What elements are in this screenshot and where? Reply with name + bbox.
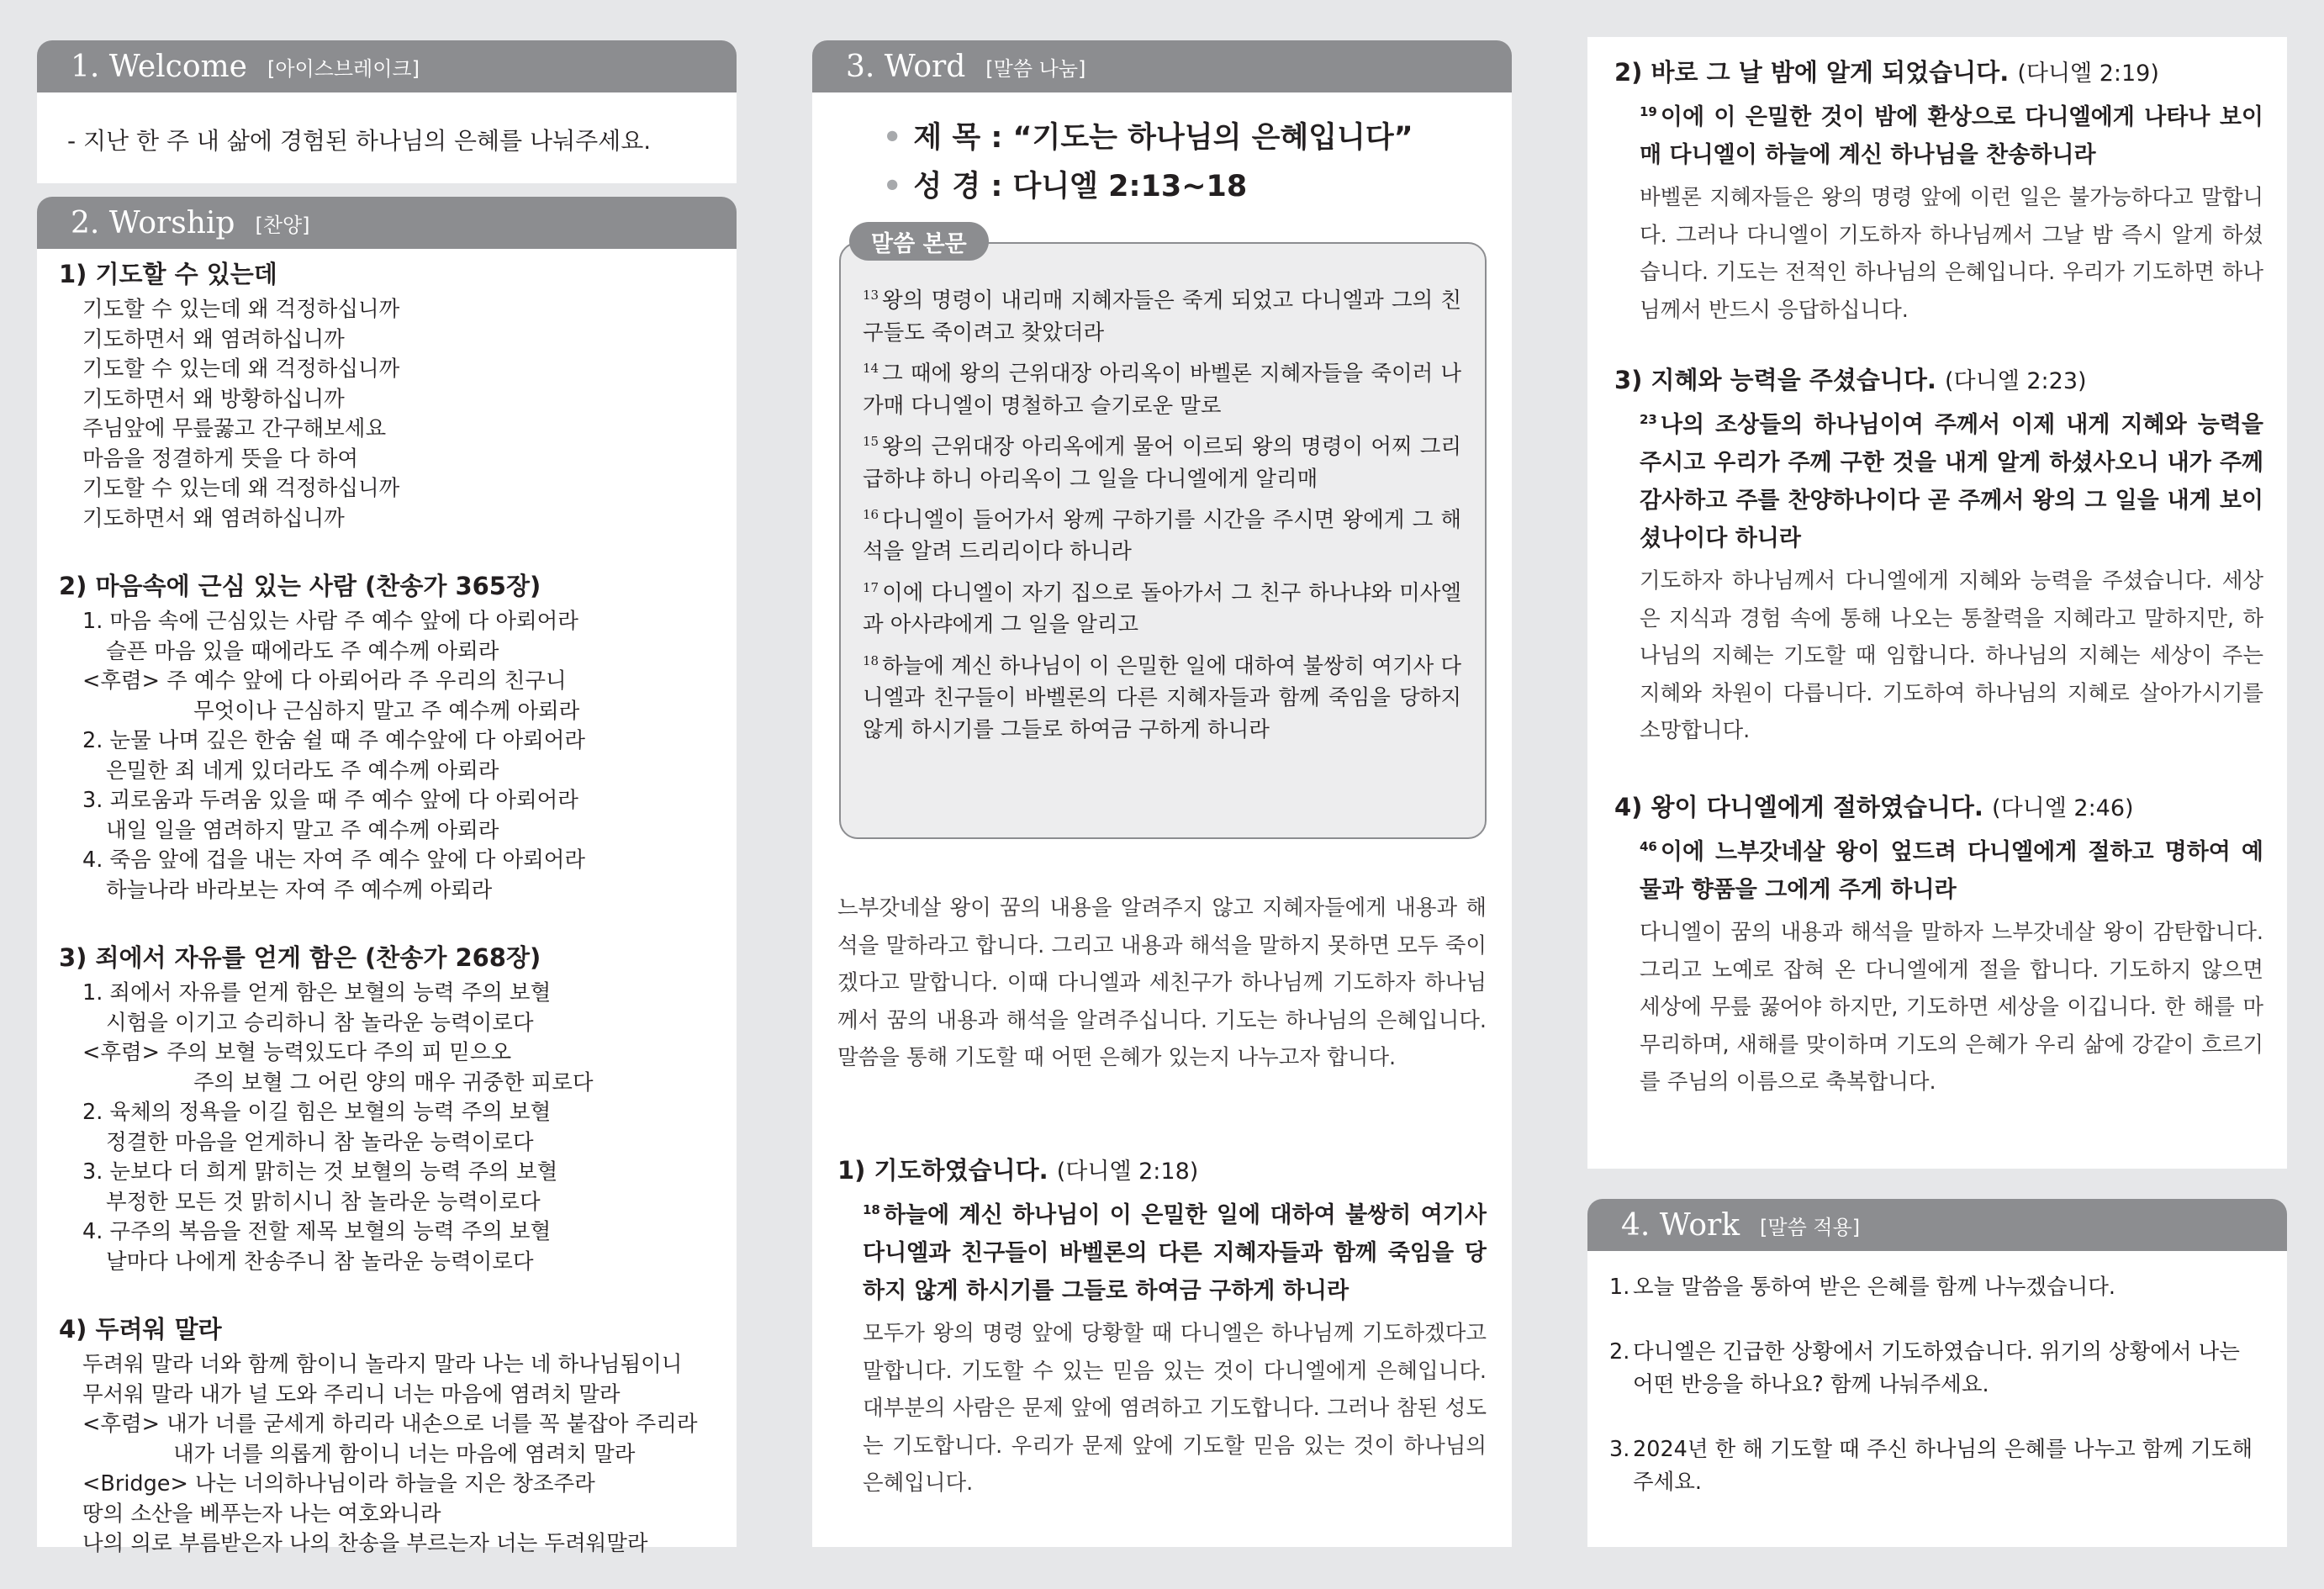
- bullet-icon: •: [883, 170, 902, 203]
- scripture-verse: [863, 645, 1461, 747]
- lyric-line: 기도하면서 왜 방황하십니까: [82, 386, 345, 412]
- point-verse: [1614, 93, 2263, 174]
- verse-number: 15: [863, 433, 879, 449]
- song-title: 1) 기도할 수 있는데: [59, 260, 277, 288]
- lyric-line: 기도하면서 왜 염려하십니까: [82, 505, 345, 531]
- song-title: 4) 두려워 말라: [59, 1315, 222, 1344]
- lyric-line: <후렴> 내가 너를 굳세게 하리라 내손으로 너를 꼭 붙잡아 주리라: [82, 1412, 698, 1437]
- verse-text: 왕의 명령이 내리매 지혜자들은 죽게 되었고 다니엘과 그의 친구들도 죽이려고 찾았더라: [863, 288, 1461, 346]
- song-list: [59, 256, 732, 1589]
- song-block: [59, 1311, 732, 1560]
- work-item-number: 3.: [1609, 1437, 1630, 1462]
- work-tab: [1587, 1199, 2287, 1251]
- lyric-line: 정결한 마음을 얻게하니 참 놀라운 능력이로다: [106, 1129, 534, 1155]
- lyric-line: 기도할 수 있는데 왜 걱정하십니까: [82, 297, 400, 322]
- verse-text: 하늘에 계신 하나님이 이 은밀한 일에 대하여 불쌍히 여기사 다니엘과 친구들이 바벨론의 다른 지혜자들과 함께 죽임을 당하지 않게 하시기를 그들로 하여금 구하게 하니라: [863, 653, 1461, 743]
- point-heading: [1614, 789, 2263, 823]
- lyric-line: <Bridge> 나는 너의하나님이라 하늘을 지은 창조주라: [82, 1471, 595, 1497]
- lyric-line: 부정한 모든 것 맑히시니 참 놀라운 능력이로다: [106, 1189, 541, 1215]
- work-item: [1609, 1433, 2265, 1499]
- lyric-line: 내일 일을 염려하지 말고 주 예수께 아뢰라: [106, 817, 499, 843]
- lyric-line: 나의 의로 부름받은자 나의 찬송을 부르는자 너는 두려워말라: [82, 1531, 648, 1556]
- scripture-verse: [863, 425, 1461, 495]
- lyric-line: 주의 보혈 그 어린 양의 매우 귀중한 피로다: [193, 1069, 594, 1095]
- point-body: 다니엘이 꿈의 내용과 해석을 말하자 느부갓네살 왕이 감탄합니다. 그리고 노예로 잡혀 온 다니엘에게 절을 합니다. 기도하지 않으면 세상에 무릎 꿇어야 하지만, 기도하면 세상을 이깁니다. 한 해를 마무리하며, 새해를 맞이하며 기도의 은혜가 우리 삶에 강같이 흐르기를 주님의 이름으로 축복합니다.: [1640, 920, 2263, 1095]
- verse-text: 나의 조상들의 하나님이여 주께서 이제 내게 지혜와 능력을 주시고 우리가 주께 구한 것을 내게 알게 하셨사오니 내가 주께 감사하고 주를 찬양하나이다 곧 주께서 왕의 그 일을 내게 보이셨나이다 하니라: [1640, 412, 2263, 552]
- point-reference: (다니엘 2:18): [1056, 1159, 1199, 1185]
- song-block: [59, 568, 732, 905]
- work-item: [1609, 1336, 2265, 1402]
- sermon-intro: 느부갓네살 왕이 꿈의 내용을 알려주지 않고 지혜자들에게 내용과 해석을 말하라고 합니다. 그리고 내용과 해석을 말하지 못하면 모두 죽이겠다고 말합니다. 이때 다니엘과 세친구가 하나님께 기도하자 하나님께서 꿈의 내용과 해석을 알려주십니다. 기도는 하나님의 은혜입니다. 말씀을 통해 기도할 때 어떤 은혜가 있는지 나누고자 합니다.: [837, 895, 1487, 1071]
- lyric-line: 하늘나라 바라보는 자여 주 예수께 아뢰라: [106, 877, 493, 903]
- verse-number: 18: [863, 1202, 880, 1217]
- lyric-line: 날마다 나에게 찬송주니 참 놀라운 능력이로다: [106, 1248, 534, 1275]
- lyric-line: 은밀한 죄 네게 있더라도 주 예수께 아뢰라: [106, 758, 499, 784]
- verse-number: 18: [863, 652, 879, 668]
- verse-number: 23: [1640, 412, 1657, 427]
- point-body: 기도하자 하나님께서 다니엘에게 지혜와 능력을 주셨습니다. 세상은 지식과 경험 속에 통해 나오는 통찰력을 지혜라고 말하지만, 하나님의 지혜는 기도할 때 임합니다. 하나님의 지혜는 세상이 주는 지혜와 차원이 다릅니다. 기도하여 하나님의 지혜로 살아가시기를 소망합니다.: [1640, 568, 2263, 744]
- lyric-line: 기도할 수 있는데 왜 걱정하십니까: [82, 356, 400, 382]
- point-heading-text: 2) 바로 그 날 밤에 알게 되었습니다.: [1614, 58, 2010, 87]
- point-reference: (다니엘 2:23): [1945, 368, 2087, 394]
- section-title: 3. Word: [846, 49, 966, 84]
- welcome-tab: [37, 40, 737, 92]
- lyric-line: 3. 눈보다 더 희게 맑히는 것 보혈의 능력 주의 보혈: [82, 1159, 558, 1185]
- verse-text: 왕의 근위대장 아리옥에게 물어 이르되 왕의 명령이 어찌 그리 급하냐 하니 아리옥이 그 일을 다니엘에게 알리매: [863, 434, 1461, 492]
- song-title: 3) 죄에서 자유를 얻게 함은 (찬송가 268장): [59, 943, 541, 972]
- work-list: [1609, 1271, 2265, 1531]
- point-heading-text: 4) 왕이 다니엘에게 절하였습니다.: [1614, 793, 1983, 821]
- lyric-line: 4. 죽음 앞에 겁을 내는 자여 주 예수 앞에 다 아뢰어라: [82, 847, 586, 873]
- lyric-line: <후렴> 주의 보혈 능력있도다 주의 피 믿으오: [82, 1040, 512, 1065]
- lyric-line: 무서워 말라 내가 널 도와 주리니 너는 마음에 염려치 말라: [82, 1381, 621, 1407]
- point-body: 바벨론 지혜자들은 왕의 명령 앞에 이런 일은 불가능하다고 말합니다. 그러나 다니엘이 기도하자 하나님께서 그날 밤 즉시 알게 하셨습니다. 기도는 전적인 하나님의 은혜입니다. 우리가 기도하면 하나님께서 반드시 응답하십니다.: [1640, 185, 2263, 323]
- sermon-scripture: [883, 163, 1247, 205]
- lyric-line: 시험을 이기고 승리하니 참 놀라운 능력이로다: [106, 1010, 534, 1036]
- work-item-text: 2024년 한 해 기도할 때 주신 하나님의 은혜를 나누고 함께 기도해주세요.: [1633, 1437, 2253, 1495]
- verse-number: 19: [1640, 104, 1657, 119]
- lyric-line: 두려워 말라 너와 함께 함이니 놀라지 말라 나는 네 하나님됨이니: [82, 1352, 683, 1377]
- point-body: 모두가 왕의 명령 앞에 당황할 때 다니엘은 하나님께 기도하겠다고 말합니다. 기도할 수 있는 믿음 있는 것이 다니엘에게 은혜입니다. 대부분의 사람은 문제 앞에 염려하고 기도합니다. 그러나 참된 성도는 기도합니다. 우리가 문제 앞에 기도할 믿음 있는 것이 하나님의 은혜입니다.: [863, 1321, 1487, 1497]
- lyric-line: 슬픈 마음 있을 때에라도 주 예수께 아뢰라: [106, 638, 499, 664]
- scripture-verse: [863, 499, 1461, 568]
- verse-text: 이에 느부갓네살 왕이 엎드려 다니엘에게 절하고 명하여 예물과 향품을 그에게 주게 하니라: [1640, 839, 2263, 903]
- welcome-text: - 지난 한 주 내 삶에 경험된 하나님의 은혜를 나눠주세요.: [67, 127, 652, 155]
- scripture-box: [839, 242, 1487, 839]
- verse-number: 13: [863, 288, 879, 303]
- point-heading: [1614, 54, 2263, 88]
- work-item-number: 2.: [1609, 1339, 1630, 1365]
- verse-number: 17: [863, 579, 879, 595]
- section-subtitle: [말씀 나눔]: [985, 56, 1086, 81]
- sermon-point: [1614, 789, 2263, 1101]
- point-verse: [1614, 828, 2263, 909]
- work-item-text: 다니엘은 긴급한 상황에서 기도하였습니다. 위기의 상황에서 나는 어떤 반응을 하나요? 함께 나눠주세요.: [1633, 1339, 2240, 1397]
- song-block: [59, 939, 732, 1277]
- section-subtitle: [말씀 적용]: [1760, 1215, 1861, 1239]
- lyric-line: 땅의 소산을 베푸는자 나는 여호와니라: [82, 1501, 441, 1527]
- sermon-point: [1614, 54, 2263, 329]
- lyric-line: 4. 구주의 복음을 전할 제목 보혈의 능력 주의 보혈: [82, 1219, 552, 1244]
- section-subtitle: [아이스브레이크]: [267, 56, 420, 81]
- point-verse: [1614, 401, 2263, 557]
- section-title: 4. Work: [1621, 1207, 1740, 1243]
- point-reference: (다니엘 2:46): [1992, 795, 2134, 821]
- work-item-number: 1.: [1609, 1275, 1630, 1300]
- sermon-scripture-text: 성 경 : 다니엘 2:13~18: [913, 170, 1248, 203]
- work-item: [1609, 1271, 2265, 1304]
- verse-number: 46: [1640, 839, 1657, 854]
- lyric-line: 기도할 수 있는데 왜 걱정하십니까: [82, 476, 400, 501]
- sermon-title: [883, 114, 1413, 156]
- song-block: [59, 256, 732, 534]
- lyric-line: <후렴> 주 예수 앞에 다 아뢰어라 주 우리의 친구니: [82, 668, 567, 694]
- sermon-point: [837, 1152, 1487, 1502]
- scripture-label: 말씀 본문: [849, 222, 989, 261]
- point-heading: [837, 1152, 1487, 1186]
- song-title: 2) 마음속에 근심 있는 사람 (찬송가 365장): [59, 572, 541, 600]
- lyric-line: 1. 죄에서 자유를 얻게 함은 보혈의 능력 주의 보혈: [82, 980, 552, 1006]
- point-heading-text: 3) 지혜와 능력을 주셨습니다.: [1614, 366, 1936, 394]
- word-tab: [812, 40, 1512, 92]
- section-title: 2. Worship: [71, 205, 235, 240]
- worship-tab: [37, 197, 737, 249]
- lyric-line: 무엇이나 근심하지 말고 주 예수께 아뢰라: [193, 698, 580, 724]
- verse-number: 14: [863, 360, 879, 376]
- lyric-line: 내가 너를 의롭게 함이니 너는 마음에 염려치 말라: [173, 1441, 636, 1467]
- point-heading: [1614, 362, 2263, 396]
- sermon-point: [1614, 362, 2263, 750]
- lyric-line: 3. 괴로움과 두려움 있을 때 주 예수 앞에 다 아뢰어라: [82, 788, 578, 813]
- scripture-verse: [863, 572, 1461, 641]
- sermon-title-text: 제 목 : “기도는 하나님의 은혜입니다”: [913, 121, 1413, 155]
- bullet-icon: •: [883, 121, 902, 155]
- lyric-line: 마음을 정결하게 뜻을 다 하여: [82, 446, 359, 472]
- lyric-line: 2. 눈물 나며 깊은 한숨 쉴 때 주 예수앞에 다 아뢰어라: [82, 728, 586, 753]
- verse-text: 하늘에 계신 하나님이 이 은밀한 일에 대하여 불쌍히 여기사 다니엘과 친구들이 바벨론의 다른 지혜자들과 함께 죽임을 당하지 않게 하시기를 그들로 하여금 구하게 하니라: [863, 1202, 1487, 1304]
- scripture-verse: [863, 352, 1461, 422]
- verse-text: 이에 이 은밀한 것이 밤에 환상으로 다니엘에게 나타나 보이매 다니엘이 하늘에 계신 하나님을 찬송하니라: [1640, 104, 2263, 168]
- point-heading-text: 1) 기도하였습니다.: [837, 1156, 1048, 1185]
- scripture-verse: [863, 279, 1461, 349]
- section-title: 1. Welcome: [71, 49, 247, 84]
- point-reference: (다니엘 2:19): [2017, 61, 2159, 87]
- section-subtitle: [찬양]: [255, 213, 310, 237]
- lyric-line: 1. 마음 속에 근심있는 사람 주 예수 앞에 다 아뢰어라: [82, 609, 578, 634]
- verse-text: 이에 다니엘이 자기 집으로 돌아가서 그 친구 하나냐와 미사엘과 아사랴에게 그 일을 알리고: [863, 580, 1461, 638]
- verse-number: 16: [863, 506, 879, 522]
- lyric-line: 기도하면서 왜 염려하십니까: [82, 326, 345, 352]
- lyric-line: 주님앞에 무릎꿇고 간구해보세요: [82, 416, 387, 441]
- verse-text: 다니엘이 들어가서 왕께 구하기를 시간을 주시면 왕에게 그 해석을 알려 드리리이다 하니라: [863, 507, 1461, 565]
- verse-text: 그 때에 왕의 근위대장 아리옥이 바벨론 지혜자들을 죽이러 나가매 다니엘이 명철하고 슬기로운 말로: [863, 361, 1461, 419]
- point-verse: [837, 1191, 1487, 1310]
- work-item-text: 오늘 말씀을 통하여 받은 은혜를 함께 나누겠습니다.: [1633, 1275, 2116, 1300]
- lyric-line: 2. 육체의 정욕을 이길 힘은 보혈의 능력 주의 보혈: [82, 1100, 552, 1125]
